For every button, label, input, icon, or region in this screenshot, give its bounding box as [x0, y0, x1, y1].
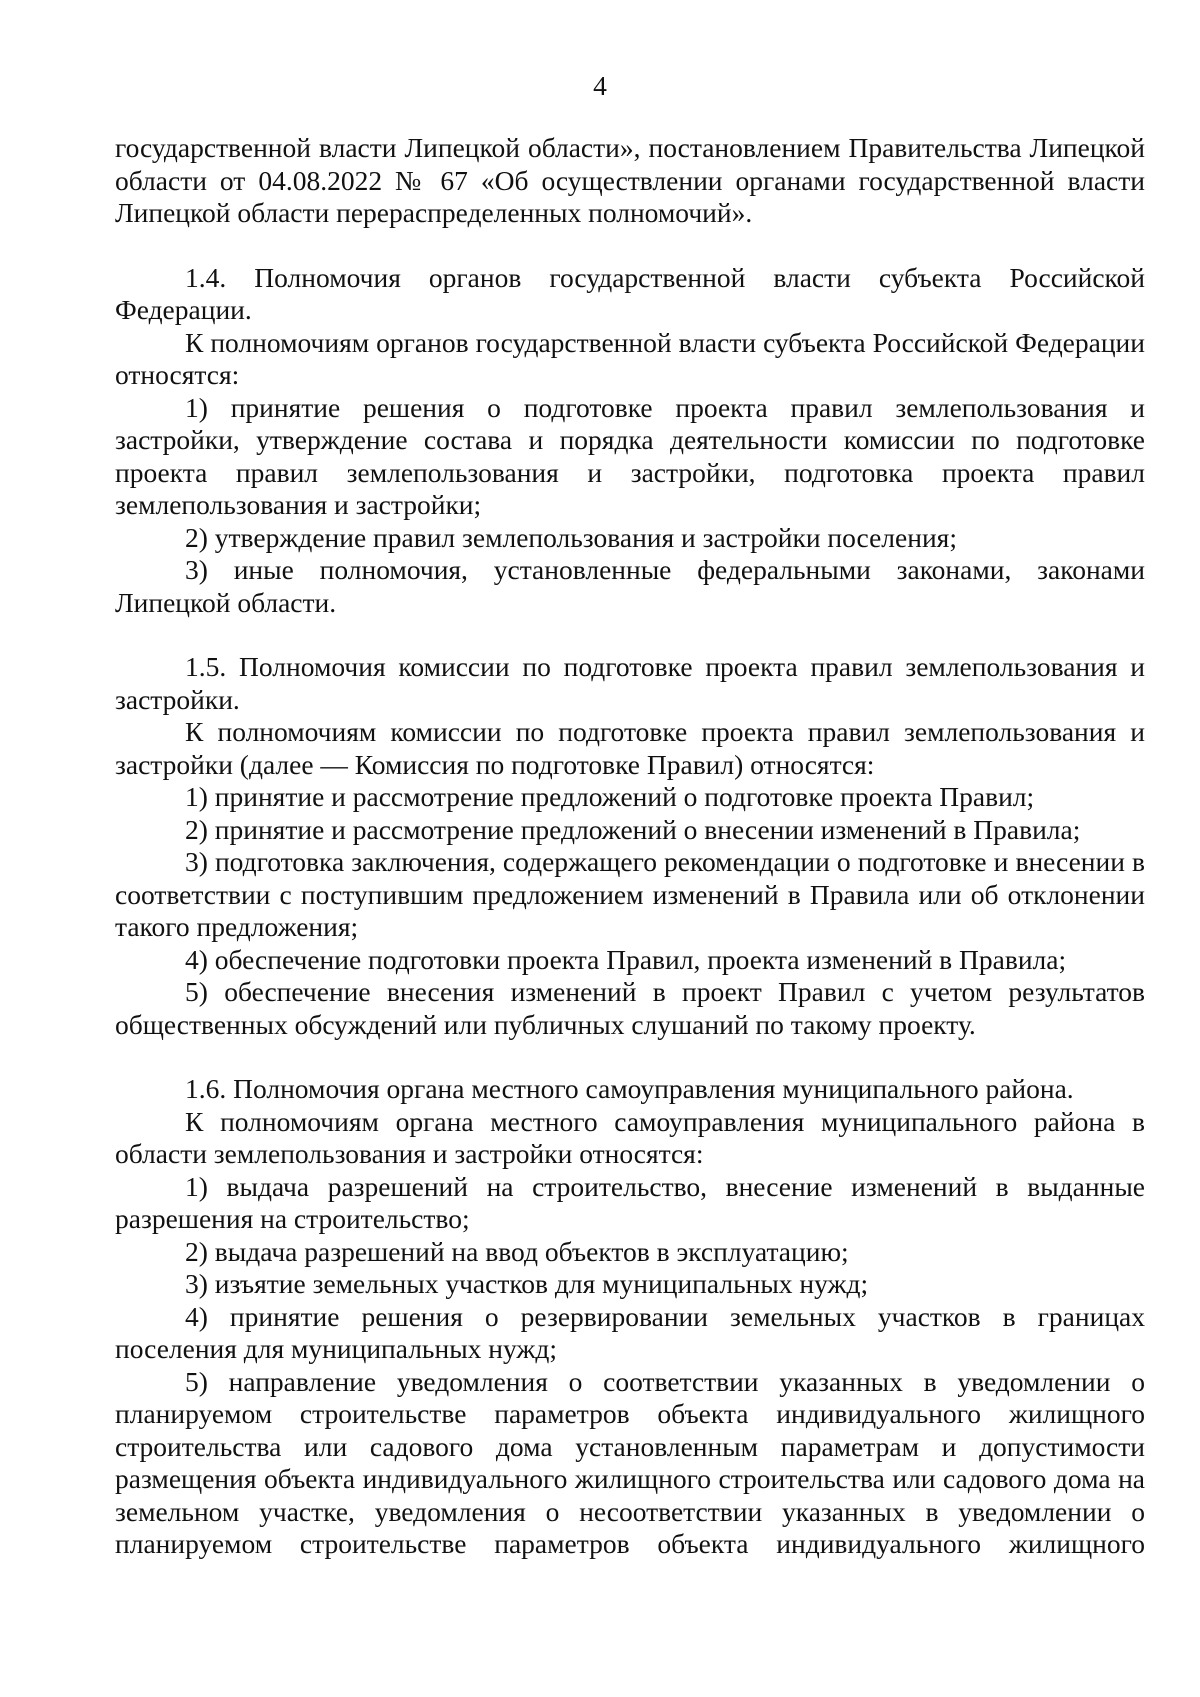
paragraph-intro-1-6: К полномочиям органа местного самоуправления муниципального района в области землепользования и застройки относятся: [115, 1105, 1145, 1169]
section-heading-1-5: 1.5. Полномочия комиссии по подготовке проекта правил землепользования и застройки. [115, 651, 1145, 715]
list-item-1-6-5: 5) направление уведомления о соответствии указанных в уведомлении о планируемом строительстве параметров объекта индивидуального жилищного строительства или садового дома установленным параметрам и допустимости размещения объекта индивидуального жилищного строительства или садового дома на земельном участке, уведомления о несоответствии указанных в уведомлении о планируемом строительстве параметров объекта индивидуального жилищного [115, 1365, 1145, 1559]
list-item-1-6-2: 2) выдача разрешений на ввод объектов в эксплуатацию; [185, 1235, 849, 1267]
list-item-1-5-3: 3) подготовка заключения, содержащего рекомендации о подготовке и внесении в соответствии с поступившим предложением изменений в Правила или об отклонении такого предложения; [115, 846, 1145, 942]
section-heading-1-6: 1.6. Полномочия органа местного самоуправления муниципального района. [185, 1073, 1074, 1104]
document-body [115, 132, 1145, 1561]
paragraph-continuation: государственной власти Липецкой области», постановлением Правительства Липецкой области от 04.08.2022 № 67 «Об осуществлении органами государственной власти Липецкой области перераспределенных полномочий». [115, 132, 1145, 228]
list-item-1-5-1: 1) принятие и рассмотрение предложений о подготовке проекта Правил; [185, 781, 1035, 812]
list-item-1-6-4: 4) принятие решения о резервировании земельных участков в границах поселения для муниципальных нужд; [115, 1300, 1145, 1364]
list-item-1-6-3: 3) изъятие земельных участков для муниципальных нужд; [185, 1268, 869, 1299]
list-item-1-5-5: 5) обеспечение внесения изменений в проект Правил с учетом результатов общественных обсуждений или публичных слушаний по такому проекту. [115, 976, 1145, 1040]
list-item-1-4-1: 1) принятие решения о подготовке проекта правил землепользования и застройки, утверждение состава и порядка деятельности комиссии по подготовке проекта правил землепользования и застройки, подготовка проекта правил землепользования и застройки; [115, 391, 1145, 520]
list-item-1-5-4: 4) обеспечение подготовки проекта Правил, проекта изменений в Правила; [185, 943, 1067, 975]
page-number: 4 [593, 70, 607, 101]
list-item-1-4-2: 2) утверждение правил землепользования и застройки поселения; [185, 521, 957, 553]
paragraph-intro-1-5: К полномочиям комиссии по подготовке проекта правил землепользования и застройки (далее — Комиссия по подготовке Правил) относятся: [115, 716, 1145, 780]
list-item-1-6-1: 1) выдача разрешений на строительство, внесение изменений в выданные разрешения на строительство; [115, 1170, 1145, 1234]
list-item-1-4-3: 3) иные полномочия, установленные федеральными законами, законами Липецкой области. [115, 554, 1145, 618]
paragraph-intro-1-4: К полномочиям органов государственной власти субъекта Российской Федерации относятся: [115, 326, 1145, 390]
section-heading-1-4: 1.4. Полномочия органов государственной власти субъекта Российской Федерации. [115, 261, 1145, 325]
list-item-1-5-2: 2) принятие и рассмотрение предложений о внесении изменений в Правила; [185, 813, 1081, 845]
